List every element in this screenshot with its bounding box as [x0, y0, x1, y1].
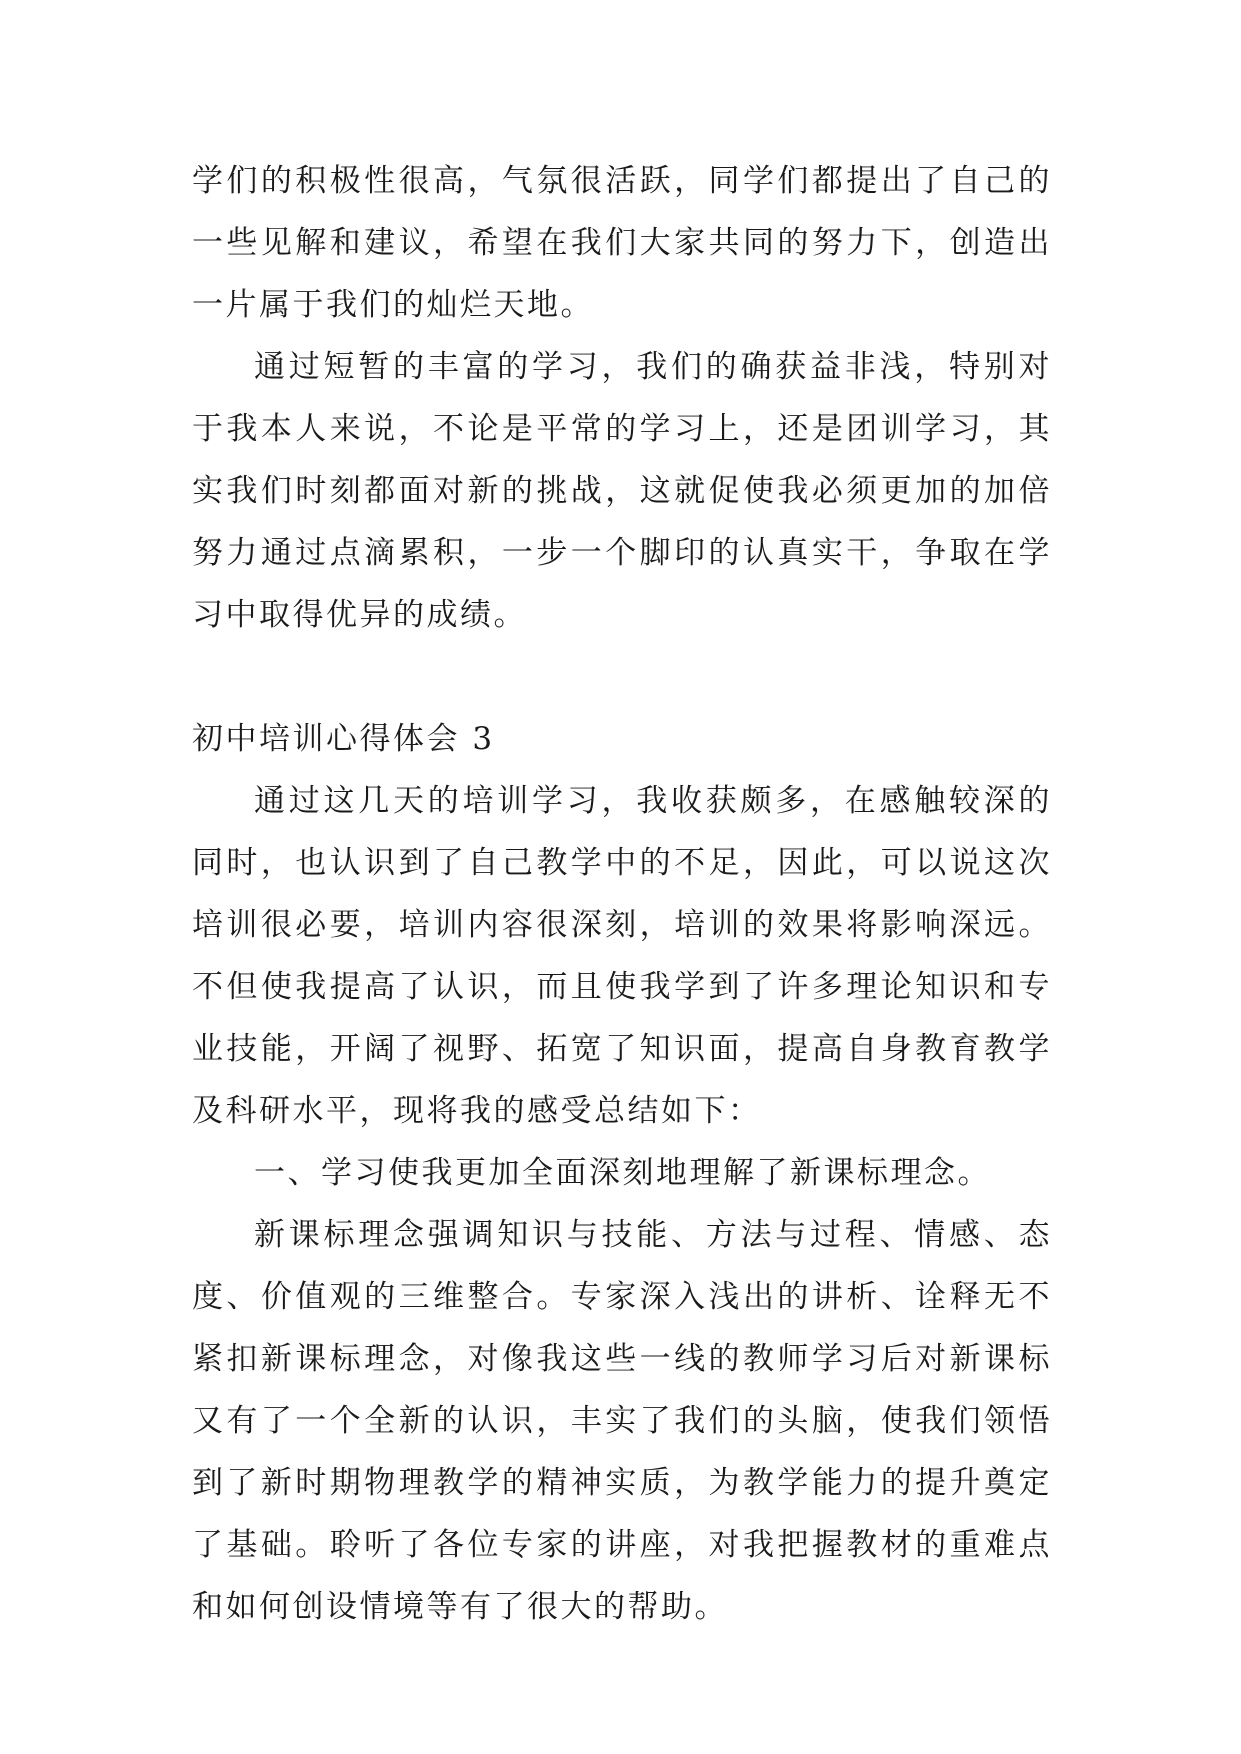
paragraph-continuation: 学们的积极性很高，气氛很活跃，同学们都提出了自己的一些见解和建议，希望在我们大家共同的努力下，创造出一片属于我们的灿烂天地。 — [192, 163, 1052, 323]
section-spacer — [192, 646, 1052, 708]
document-body — [192, 150, 1052, 1638]
section-title: 初中培训心得体会 3 — [192, 721, 495, 757]
paragraph: 新课标理念强调知识与技能、方法与过程、情感、态度、价值观的三维整合。专家深入浅出的讲析、诠释无不紧扣新课标理念，对像我这些一线的教师学习后对新课标又有了一个全新的认识，丰实了我们的头脑，使我们领悟到了新时期物理教学的精神实质，为教学能力的提升奠定了基础。聆听了各位专家的讲座，对我把握教材的重难点和如何创设情境等有了很大的帮助。 — [192, 1217, 1052, 1625]
section-heading: 一、学习使我更加全面深刻地理解了新课标理念。 — [254, 1155, 991, 1191]
paragraph: 通过短暂的丰富的学习，我们的确获益非浅，特别对于我本人来说，不论是平常的学习上，还是团训学习，其实我们时刻都面对新的挑战，这就促使我必须更加的加倍努力通过点滴累积，一步一个脚印的认真实干，争取在学习中取得优异的成绩。 — [192, 349, 1052, 633]
paragraph: 通过这几天的培训学习，我收获颇多，在感触较深的同时，也认识到了自己教学中的不足，因此，可以说这次培训很必要，培训内容很深刻，培训的效果将影响深远。不但使我提高了认识，而且使我学到了许多理论知识和专业技能，开阔了视野、拓宽了知识面，提高自身教育教学及科研水平，现将我的感受总结如下： — [192, 783, 1052, 1129]
